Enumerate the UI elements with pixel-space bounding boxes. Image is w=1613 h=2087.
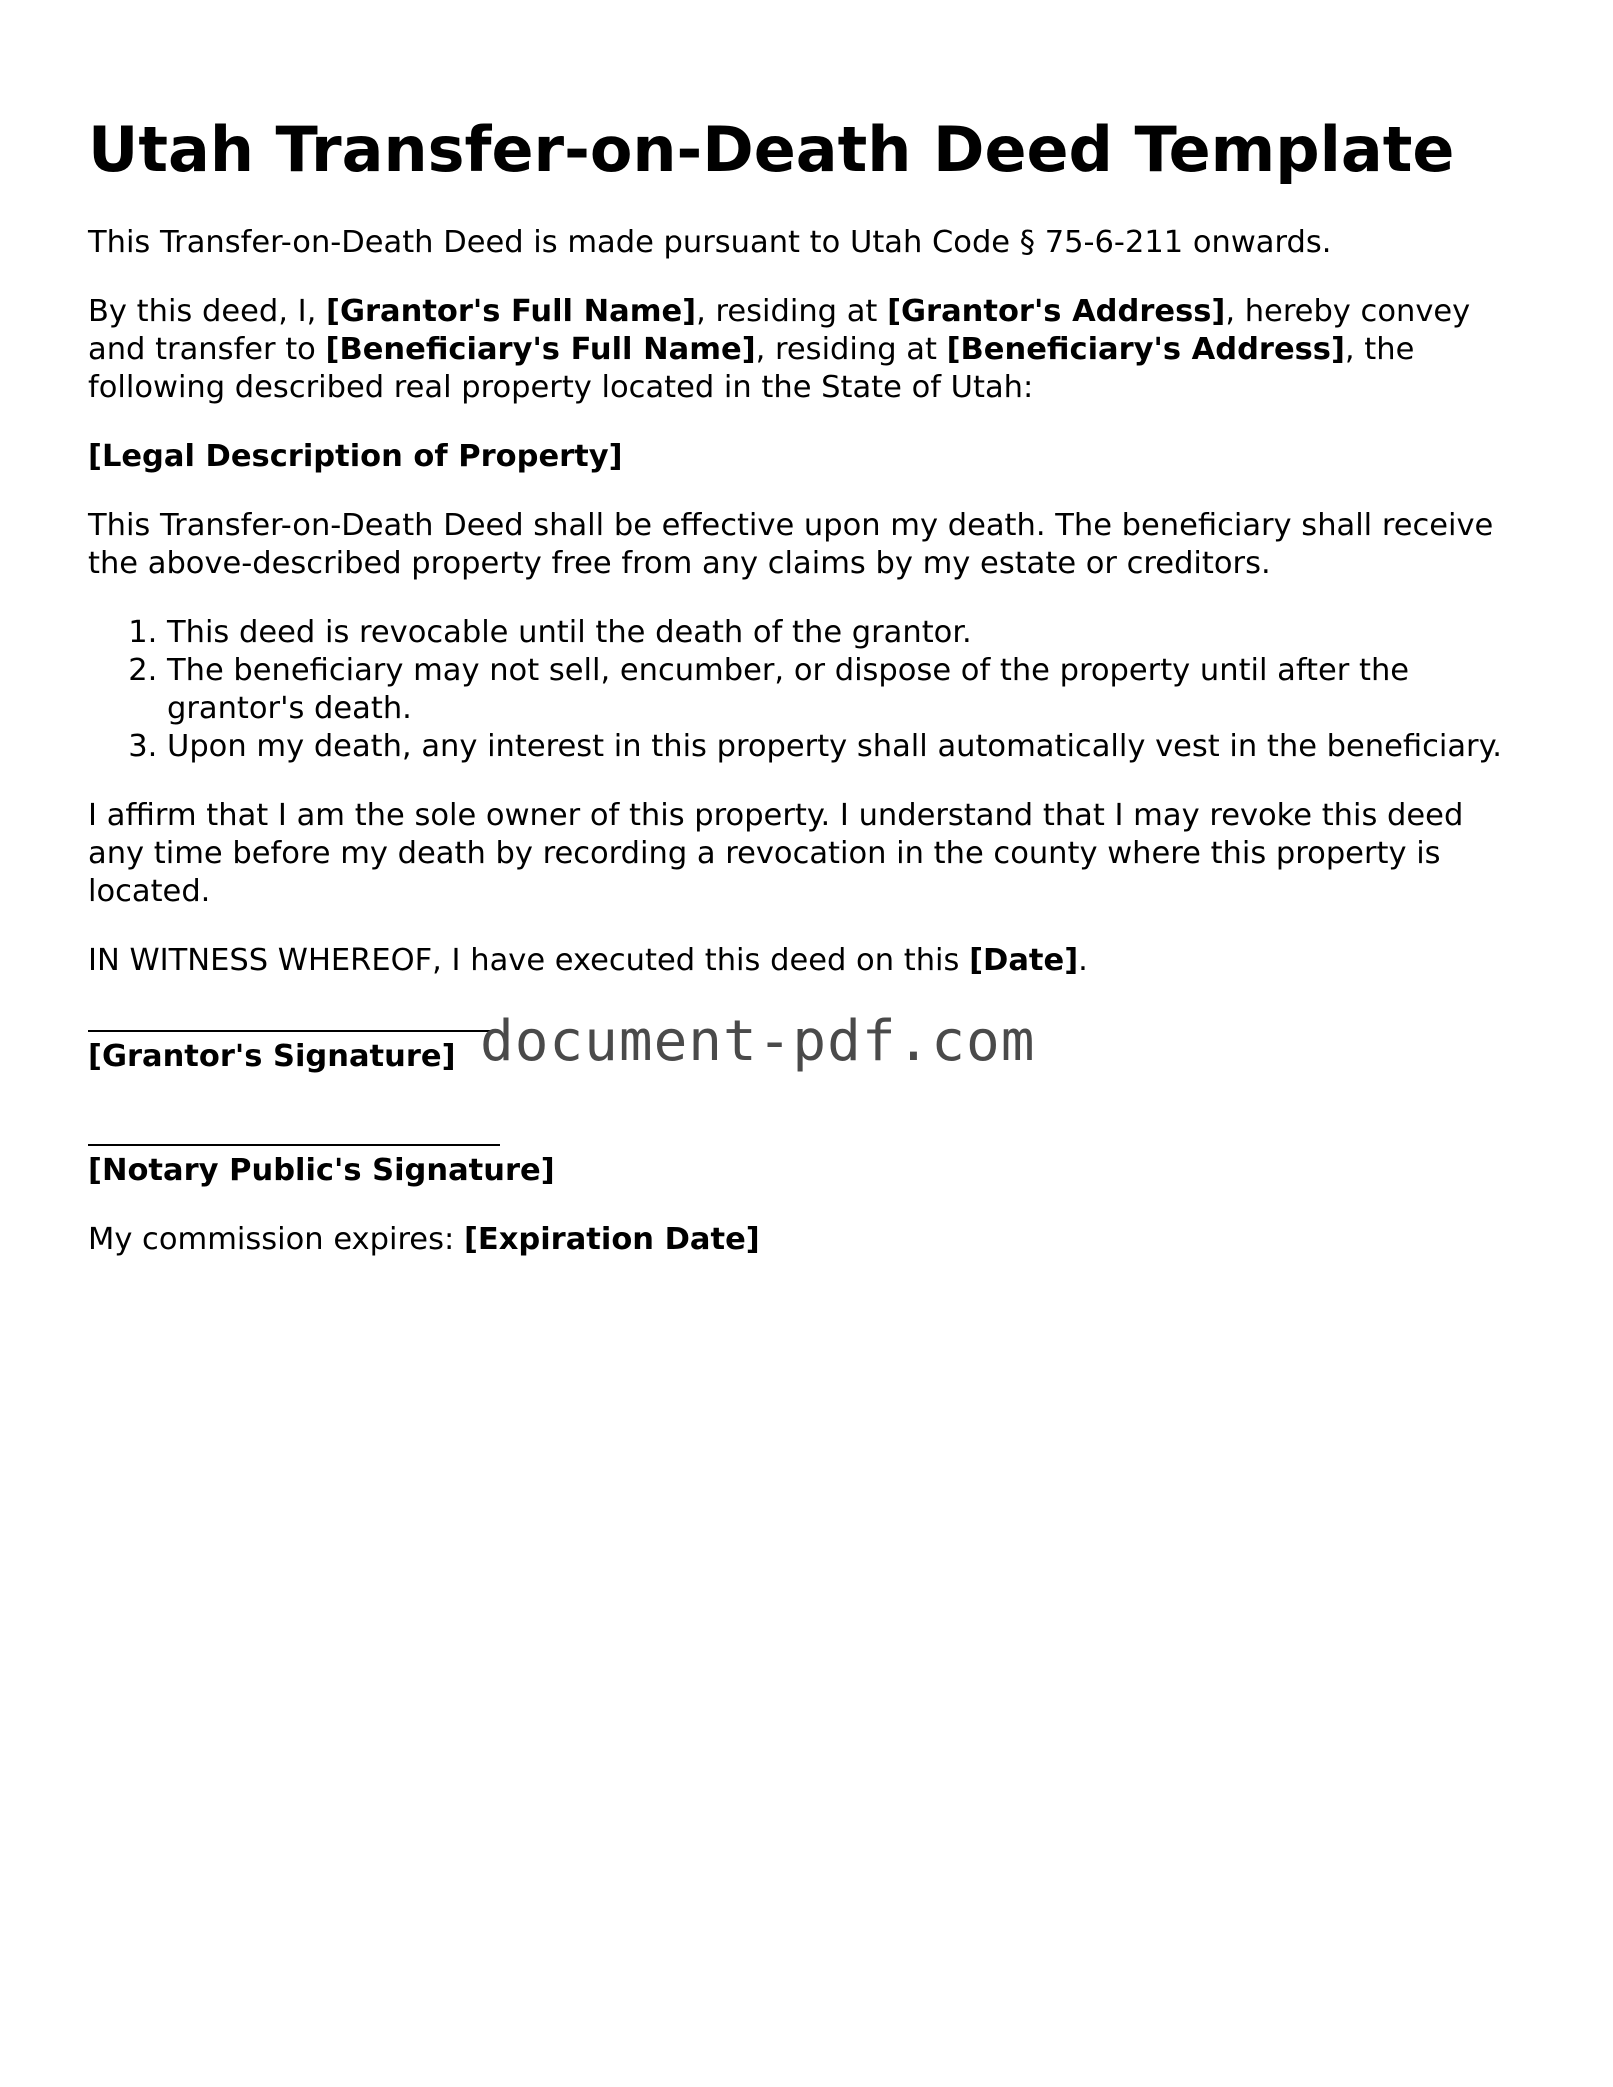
conveyance-text-4: , residing at	[755, 332, 947, 367]
witness-text-1: IN WITNESS WHEREOF, I have executed this deed on this	[88, 943, 970, 978]
list-item: 2. The beneficiary may not sell, encumber, or dispose of the property until after the grantor's death.	[167, 652, 1528, 728]
notary-signature-block	[88, 1144, 1528, 1190]
grantor-address-placeholder: [Grantor's Address]	[887, 294, 1226, 329]
list-item: 1. This deed is revocable until the death of the grantor.	[167, 614, 1528, 652]
expiration-date-placeholder: [Expiration Date]	[463, 1222, 760, 1257]
notary-signature-label: [Notary Public's Signature]	[88, 1153, 555, 1188]
conveyance-text-5: , the following described real property located in the State of Utah:	[88, 332, 1415, 405]
date-placeholder: [Date]	[969, 943, 1079, 978]
list-item: 3. Upon my death, any interest in this property shall automatically vest in the beneficiary.	[167, 728, 1528, 766]
conveyance-text-1: By this deed, I,	[88, 294, 327, 329]
beneficiary-name-placeholder: [Beneficiary's Full Name]	[325, 332, 756, 367]
grantor-name-placeholder: [Grantor's Full Name]	[326, 294, 697, 329]
page-title: Utah Transfer-on-Death Deed Template	[88, 113, 1455, 186]
beneficiary-address-placeholder: [Beneficiary's Address]	[946, 332, 1345, 367]
grantor-signature-label: [Grantor's Signature]	[88, 1039, 456, 1074]
notary-signature-line	[88, 1144, 500, 1146]
watermark: document-pdf.com	[480, 1009, 1036, 1074]
legal-description-text: [Legal Description of Property]	[88, 439, 623, 474]
conveyance-text-3: , hereby convey and transfer to	[88, 294, 1471, 367]
terms-list	[88, 614, 1528, 766]
commission-paragraph	[88, 1221, 1528, 1259]
conveyance-text-2: , residing at	[696, 294, 888, 329]
document-page	[88, 110, 1528, 1290]
affirmation-paragraph: I affirm that I am the sole owner of this property. I understand that I may revoke this deed any time before my death by recording a revocation in the county where this property is located.	[88, 798, 1464, 909]
commission-label: My commission expires:	[88, 1222, 464, 1257]
witness-text-2: .	[1078, 943, 1088, 978]
grantor-signature-line	[88, 1030, 500, 1032]
intro-paragraph: This Transfer-on-Death Deed is made pursuant to Utah Code § 75-6-211 onwards.	[88, 225, 1332, 260]
effective-paragraph: This Transfer-on-Death Deed shall be effective upon my death. The beneficiary shall receive the above-described property free from any claims by my estate or creditors.	[88, 508, 1494, 581]
witness-paragraph	[88, 942, 1528, 980]
legal-description-placeholder	[88, 438, 1528, 476]
conveyance-paragraph	[88, 293, 1528, 407]
